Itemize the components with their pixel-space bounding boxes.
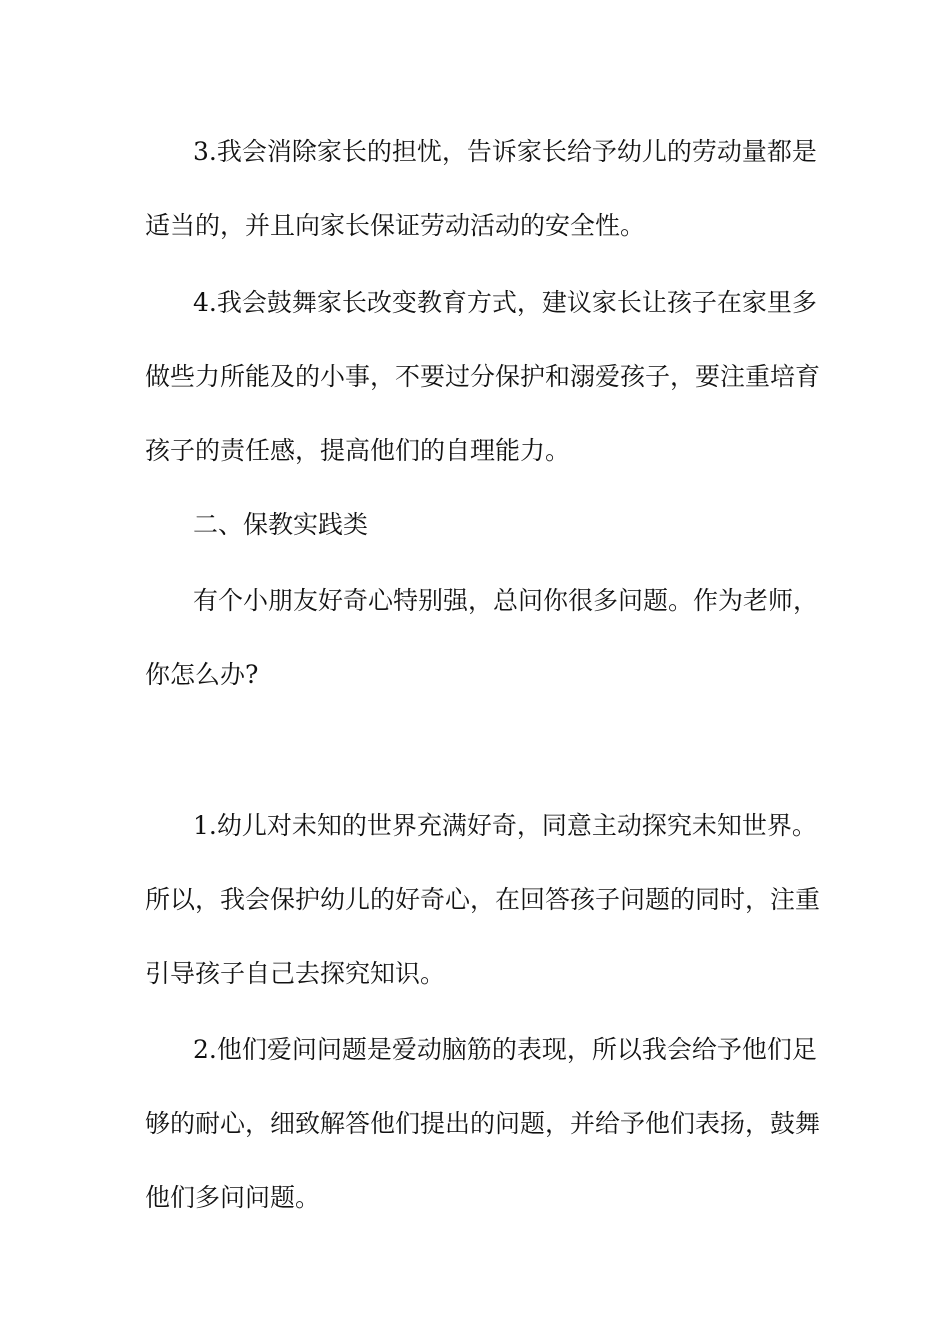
paragraph-4-line-3: 孩子的责任感，提高他们的自理能力。	[145, 436, 571, 465]
paragraph-3-line-2: 适当的，并且向家长保证劳动活动的安全性。	[145, 211, 646, 240]
paragraph-4-line-1: 4.我会鼓舞家长改变教育方式，建议家长让孩子在家里多	[193, 288, 817, 317]
section-heading: 二、保教实践类	[193, 510, 369, 539]
answer-2-line-3: 他们多问问题。	[145, 1183, 321, 1212]
answer-2-line-1: 2.他们爱问问题是爱动脑筋的表现，所以我会给予他们足	[193, 1035, 817, 1064]
paragraph-3-line-1: 3.我会消除家长的担忧，告诉家长给予幼儿的劳动量都是	[193, 137, 817, 166]
answer-1-line-1: 1.幼儿对未知的世界充满好奇，同意主动探究未知世界。	[193, 811, 817, 840]
answer-1-line-2: 所以，我会保护幼儿的好奇心，在回答孩子问题的同时，注重	[145, 885, 821, 914]
paragraph-4-line-2: 做些力所能及的小事，不要过分保护和溺爱孩子，要注重培育	[145, 362, 821, 391]
answer-2-line-2: 够的耐心，细致解答他们提出的问题，并给予他们表扬，鼓舞	[145, 1109, 821, 1138]
question-line-2: 你怎么办?	[145, 660, 259, 689]
answer-1-line-3: 引导孩子自己去探究知识。	[145, 959, 446, 988]
question-line-1: 有个小朋友好奇心特别强，总问你很多问题。作为老师，	[193, 586, 819, 615]
